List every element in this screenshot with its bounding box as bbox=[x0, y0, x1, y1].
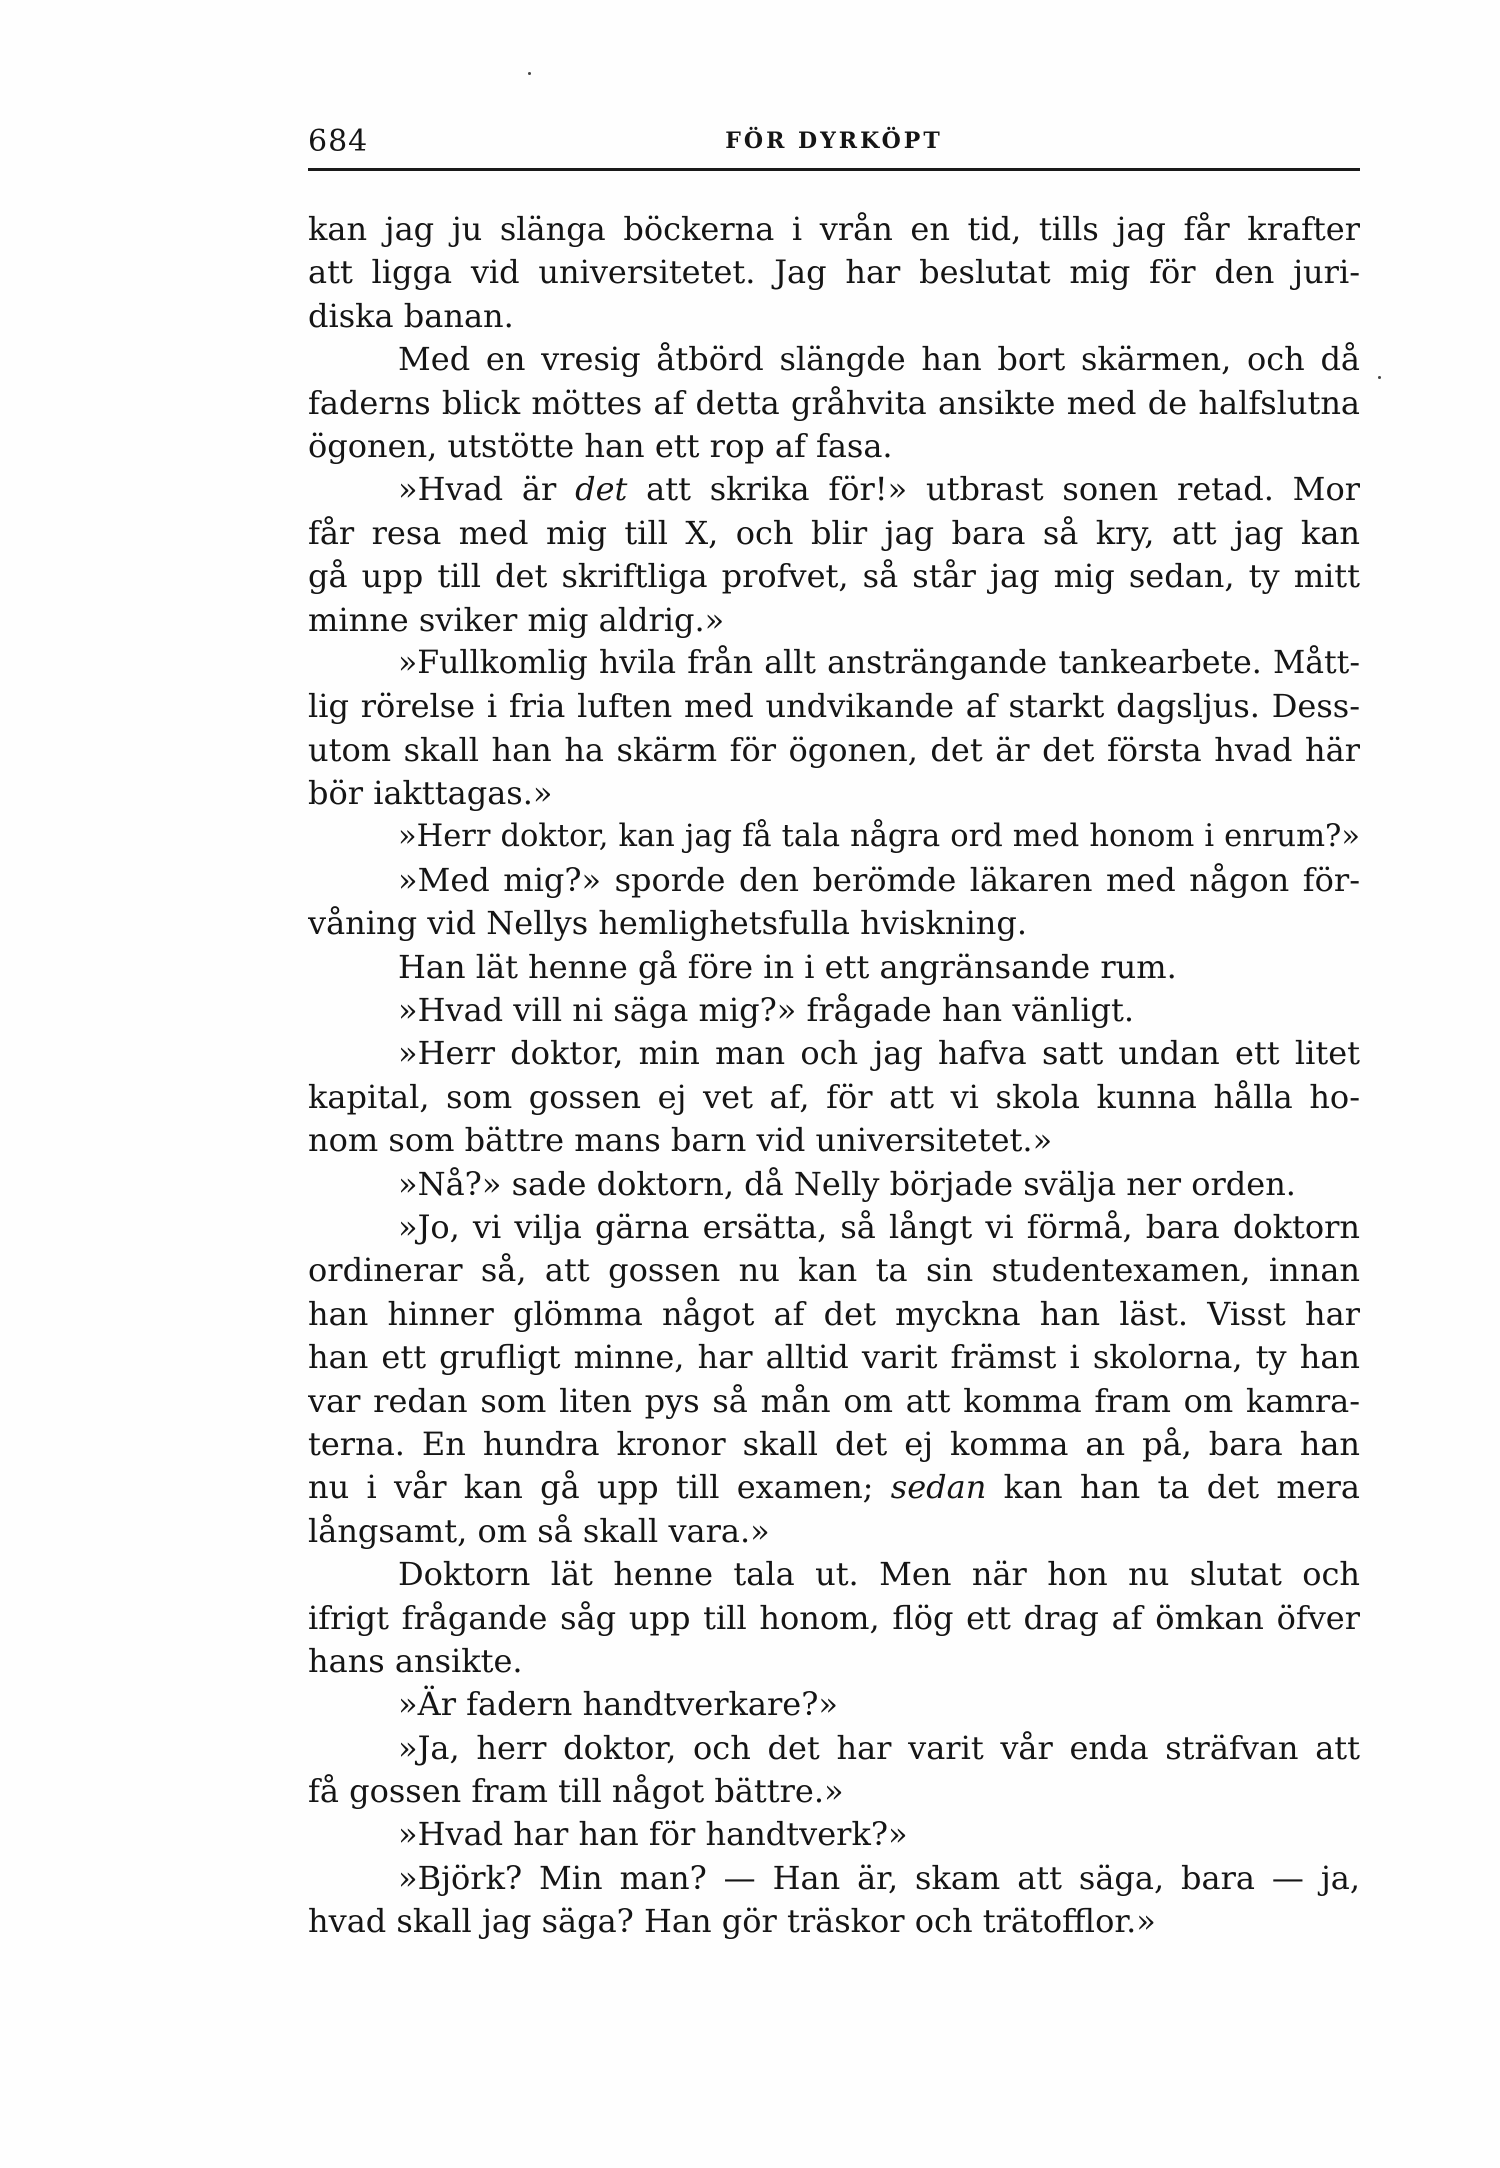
text-line: Med en vresig åtbörd slängde han bort skärmen, och då bbox=[398, 340, 1360, 379]
text-line: »Ja, herr doktor, och det har varit vår enda sträfvan att bbox=[398, 1728, 1360, 1767]
text-line: var redan som liten pys så mån om att komma fram om kamra- bbox=[308, 1381, 1360, 1420]
text-line: han hinner glömma något af det myckna han läst. Visst har bbox=[308, 1294, 1360, 1333]
text-line: nom som bättre mans barn vid universitetet.» bbox=[308, 1121, 1053, 1160]
text-line: gå upp till det skriftliga profvet, så står jag mig sedan, ty mitt bbox=[308, 557, 1360, 596]
text-line: får resa med mig till X, och blir jag bara så kry, att jag kan bbox=[308, 513, 1360, 552]
text-line: kapital, som gossen ej vet af, för att vi skola kunna hålla ho- bbox=[308, 1077, 1360, 1116]
text-line: »Är fadern handtverkare?» bbox=[398, 1685, 838, 1724]
text-line: han ett grufligt minne, har alltid varit främst i skolorna, ty han bbox=[308, 1338, 1360, 1377]
text-line bbox=[308, 468, 1360, 511]
text-line: hvad skall jag säga? Han gör träskor och trätofflor.» bbox=[308, 1902, 1156, 1941]
text-line: ordinerar så, att gossen nu kan ta sin studentexamen, innan bbox=[308, 1251, 1360, 1290]
text-line: »Fullkomlig hvila från allt ansträngande tankearbete. Mått- bbox=[398, 644, 1360, 681]
text-line: Han lät henne gå före in i ett angränsande rum. bbox=[398, 947, 1177, 986]
text-line: kan jag ju slänga böckerna i vrån en tid, tills jag får krafter bbox=[308, 210, 1360, 248]
text-line: bör iakttagas.» bbox=[308, 774, 553, 813]
text-line: ifrigt frågande såg upp till honom, flög ett drag af ömkan öfver bbox=[308, 1598, 1360, 1637]
text-line: »Herr doktor, kan jag få tala några ord med honom i enrum?» bbox=[398, 819, 1360, 855]
body-text bbox=[308, 208, 1360, 1944]
text-line: Doktorn lät henne tala ut. Men när hon nu slutat och bbox=[398, 1555, 1360, 1594]
paper-speck bbox=[528, 72, 531, 75]
running-head bbox=[308, 118, 1360, 171]
italic-text: det bbox=[575, 470, 628, 509]
text-line: ögonen, utstötte han ett rop af fasa. bbox=[308, 426, 893, 465]
paper-speck bbox=[1378, 376, 1381, 379]
text-line: minne sviker mig aldrig.» bbox=[308, 600, 725, 639]
running-title: FÖR DYRKÖPT bbox=[725, 128, 943, 154]
text-segment: nu i vår kan gå upp till examen; bbox=[308, 1468, 891, 1507]
text-line: utom skall han ha skärm för ögonen, det är det första hvad här bbox=[308, 730, 1360, 769]
text-line: »Hvad vill ni säga mig?» frågade han vänligt. bbox=[398, 991, 1135, 1030]
text-line: »Herr doktor, min man och jag hafva satt undan ett litet bbox=[398, 1034, 1360, 1073]
text-line: »Jo, vi vilja gärna ersätta, så långt vi förmå, bara doktorn bbox=[398, 1207, 1360, 1246]
text-line bbox=[308, 1466, 1360, 1509]
text-line: att ligga vid universitetet. Jag har beslutat mig för den juri- bbox=[308, 253, 1360, 292]
text-line: långsamt, om så skall vara.» bbox=[308, 1511, 770, 1550]
text-segment: kan han ta det mera bbox=[986, 1468, 1360, 1507]
text-line: »Nå?» sade doktorn, då Nelly började svälja ner orden. bbox=[398, 1164, 1296, 1203]
text-line: lig rörelse i fria luften med undvikande af starkt dagsljus. Dess- bbox=[308, 687, 1360, 726]
text-line: få gossen fram till något bättre.» bbox=[308, 1772, 844, 1811]
text-line: terna. En hundra kronor skall det ej komma an på, bara han bbox=[308, 1424, 1360, 1463]
text-line: »Med mig?» sporde den berömde läkaren med någon för- bbox=[398, 860, 1360, 899]
page-number: 684 bbox=[308, 124, 369, 159]
text-line: »Hvad har han för handtverk?» bbox=[398, 1815, 908, 1854]
text-segment: »Hvad är bbox=[398, 470, 576, 509]
text-segment: att skrika för!» utbrast sonen retad. Mor bbox=[627, 470, 1360, 509]
text-line: diska banan. bbox=[308, 296, 514, 335]
italic-text: sedan bbox=[890, 1468, 987, 1507]
text-line: hans ansikte. bbox=[308, 1641, 523, 1680]
text-line: »Björk? Min man? — Han är, skam att säga, bara — ja, bbox=[398, 1858, 1360, 1897]
text-line: faderns blick möttes af detta gråhvita ansikte med de halfslutna bbox=[308, 383, 1360, 422]
text-line: våning vid Nellys hemlighetsfulla hviskning. bbox=[308, 904, 1027, 943]
